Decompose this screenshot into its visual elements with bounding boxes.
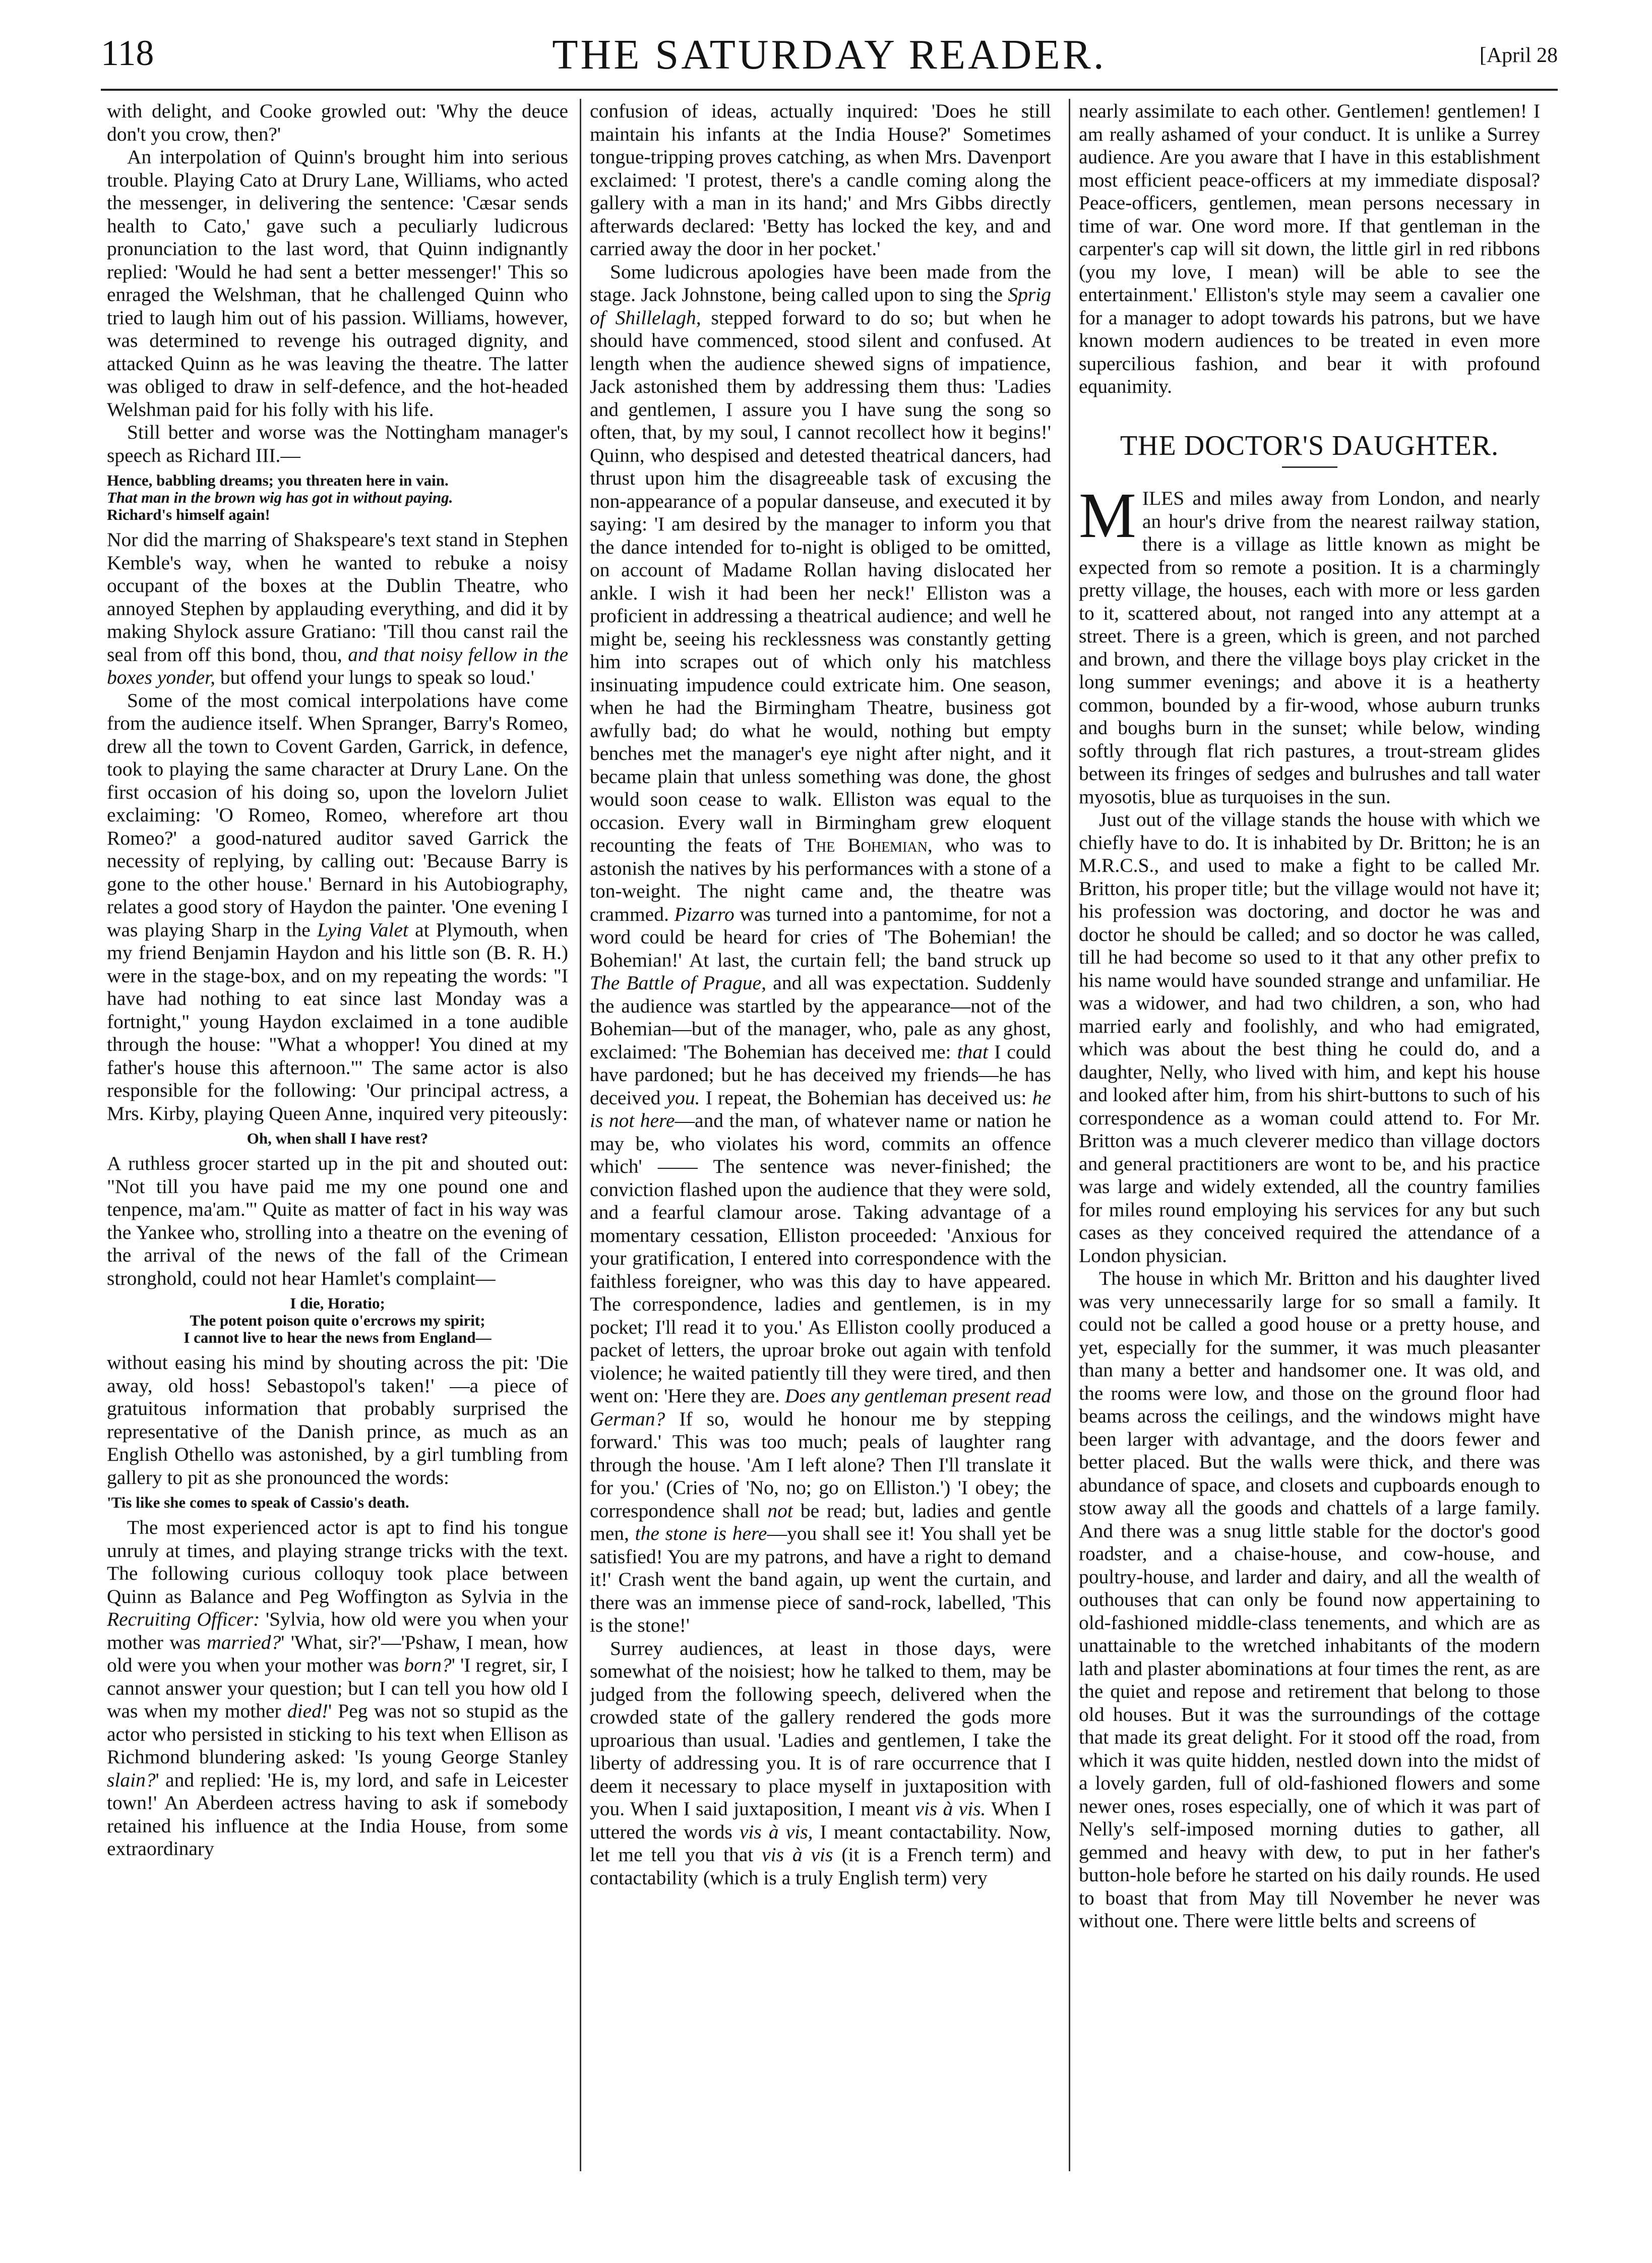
text-run: (it is a French term) and contactability (which is a truly English term) very [590, 1843, 1051, 1889]
page-number: 118 [101, 33, 154, 73]
italic-run: Sprig of Shillelagh, [590, 283, 1051, 329]
title-rule [1282, 466, 1337, 468]
column-1 [107, 100, 568, 2167]
paragraph: The house in which Mr. Britton and his daughter lived was very unnecessarily large for so small a family. It could not be called a good house or a pretty house, and yet, especially for the summer, it was much pleasanter than many a better and handsomer one. It was old, and the rooms were low, and those on the ground floor had beams across the ceilings, and the windows might have been larger with advantage, and the doors fewer and better placed. But the walls were thick, and there was abundance of space, and closets and cupboards enough to stow away all the goods and chattels of a large family. And there was a snug little stable for the doctor's good roadster, and a chaise-house, and cow-house, and poultry-house, and larder and dairy, and all the wealth of outhouses that can only be found now appertaining to old-fashioned middle-class tenements, and which are as unattainable to the wretched inhabitants of the modern lath and plaster abominations at four times the rent, as are the quiet and repose and retirement that belong to those old houses. But it was the surroundings of the cottage that made its great delight. For it stood off the road, from which it was quite hidden, nestled down into the midst of a lovely garden, full of old-fashioned flowers and some newer ones, roses especially, one of which it was part of Nelly's self-imposed morning duties to gather, all gemmed and heavy with dew, to put in her father's button-hole before he started on his daily rounds. He used to boast that from May till November he never was without one. There were little belts and screens of [1079, 1267, 1540, 1932]
text-run: I repeat, the Bohemian has deceived us: [705, 1086, 1027, 1109]
text-run: who was to astonish the natives by his performances with a stone of a ton-weight. The night came and, the theatre was crammed. [590, 834, 1051, 925]
verse-line: I cannot live to hear the news from England— [183, 1329, 492, 1346]
issue-date: [April 28 [1479, 44, 1558, 67]
text-run: When I uttered the words [590, 1798, 1051, 1843]
verse-quote [107, 1130, 568, 1147]
text-run: —you shall see it! You shall yet be satisfied! You are my patrons, and have a right to demand it!' Crash went the band again, up went the curtain, and there was an immense piece of sand-rock, labelled, 'This is the stone!' [590, 1522, 1051, 1636]
italic-run: Lying Valet [317, 918, 408, 941]
paragraph: confusion of ideas, actually inquired: 'Does he still maintain his infants at the India House?' Sometimes tongue-tripping proves catching, as when Mrs. Davenport exclaimed: 'I protest, there's a candle coming along the gallery with a man in its hand;' and Mrs Gibbs directly afterwards declared: 'Betty has locked the key, and and carried away the door in her pocket.' [590, 100, 1051, 260]
verse-line: I die, Horatio; [290, 1294, 385, 1312]
paragraph: Still better and worse was the Nottingham manager's speech as Richard III.— [107, 421, 568, 466]
paragraph [107, 689, 568, 1125]
text-run: ' 'What, sir?'—'Pshaw, I mean, how old were you when your mother was [107, 1631, 568, 1676]
verse-quote [107, 1295, 568, 1346]
paragraph: nearly assimilate to each other. Gentlemen! gentlemen! I am really ashamed of your conduct. It is unlike a Surrey audience. Are you aware that I have in this establishment most efficient peace-officers at my immediate disposal? Peace-officers, gentlemen, mean persons necessary in time of war. One word more. If that gentleman in the carpenter's cap will sit down, the little girl in red ribbons (you my love, I mean) will be able to see the entertainment.' Elliston's style may seem a cavalier one for a manager to adopt towards his patrons, but we have known modern audiences to be treated in even more supercilious fashion, and bear it with profound equanimity. [1079, 100, 1540, 397]
text-run: Nor did the marring of Shakspeare's text stand in Stephen Kemble's way, when he wanted to rebuke a noisy occupant of the boxes at the Dublin Theatre, who annoyed Stephen by applauding everything, and did it by making Shylock assure Gratiano: 'Till thou canst rail the seal from off this bond, thou, [107, 528, 568, 666]
drop-cap: M [1079, 480, 1136, 551]
italic-run: The Battle of Prague, [590, 972, 767, 994]
italic-run: you. [666, 1086, 700, 1109]
paragraph [107, 1516, 568, 1861]
text-run: Some of the most comical interpolations have come from the audience itself. When Spranger, Barry's Romeo, drew all the town to Covent Garden, Garrick, in defence, took to playing the same character at Drury Lane. On the first occasion of his doing so, upon the lovelorn Juliet exclaiming: 'O Romeo, Romeo, wherefore art thou Romeo?' a good-natured auditor saved Garrick the necessity of replying, by calling out: 'Because Barry is gone to the other house.' Bernard in his Autobiography, relates a good story of Haydon the painter. 'One evening I was playing Sharp in the [107, 689, 568, 941]
column-rule-2 [1069, 99, 1070, 2171]
italic-run: died! [287, 1700, 329, 1722]
verse-line: Hence, babbling dreams; you threaten here in vain. [107, 471, 449, 489]
story-title: THE DOCTOR'S DAUGHTER. [1120, 430, 1499, 461]
text-run: 'Sylvia, how old were you when your mother was [107, 1608, 568, 1653]
small-caps-run: The Bohemian, [804, 834, 933, 856]
italic-run: the stone is here [635, 1522, 767, 1544]
paragraph [1079, 480, 1540, 808]
text-run: was turned into a pantomime, for not a word could be heard for cries of 'The Bohemian! the Bohemian!' At last, the curtain fell; the band struck up [590, 903, 1051, 971]
paragraph: An interpolation of Quinn's brought him into serious trouble. Playing Cato at Drury Lane, Williams, who acted the messenger, in delivering the sentence: 'Cæsar sends health to Cato,' gave such a peculiarly ludicrous pronunciation to the last word, that Quinn indignantly replied: 'Would he had sent a better messenger!' This so enraged the Welshman, that he challenged Quinn who tried to laugh him out of his passion. Williams, however, was determined to revenge his outraged dignity, and attacked Quinn as he was leaving the theatre. The latter was obliged to draw in self-defence, and the hot-headed Welshman paid for his folly with his life. [107, 146, 568, 421]
italic-run: that [957, 1040, 989, 1063]
paragraph: without easing his mind by shouting across the pit: 'Die away, old hoss! Sebastopol's taken!' —a piece of gratuitous information that probably surprised the representative of the Danish prince, as much as an English Othello was astonished, by a girl tumbling from gallery to pit as she pronounced the words: [107, 1351, 568, 1488]
text-run: be read; but, ladies and gentle men, [590, 1499, 1051, 1544]
text-run: Some ludicrous apologies have been made from the stage. Jack Johnstone, being called upon to sing the [590, 260, 1051, 306]
paragraph: A ruthless grocer started up in the pit and shouted out: "Not till you have paid me my one pound one and tenpence, ma'am."' Quite as matter of fact in his way was the Yankee who, strolling into a theatre on the evening of the arrival of the news of the fall of the Crimean stronghold, could not hear Hamlet's complaint— [107, 1152, 568, 1289]
masthead: THE SATURDAY READER. [552, 31, 1107, 78]
paragraph [590, 1637, 1051, 1890]
column-rule-1 [580, 99, 581, 2171]
text-run: If so, would he honour me by stepping forward.' This was too much; peals of laughter rang through the house. 'Am I left alone? Then I'll translate it for you.' (Cries of 'No, no; go on Elliston.') 'I obey; the correspondence shall [590, 1407, 1051, 1522]
verse-quote [107, 1494, 568, 1511]
italic-run: vis à vis, [739, 1820, 813, 1843]
verse-line: That man in the brown wig has got in without paying. [107, 489, 453, 506]
text-run: —and the man, of whatever name or nation he may be, who violates his word, commits an offence which' —— The sentence was never-finished; the conviction flashed upon the audience that they were sold, and a fearful clamour arose. Taking advantage of a momentary cessation, Elliston proceeded: 'Anxious for your gratification, I entered into correspondence with the faithless foreigner, who was this day to have appeared. The correspondence, ladies and gentlemen, is in my pocket; I'll read it to you.' As Elliston coolly produced a packet of letters, the uproar broke out again with tenfold violence; he waited patiently till they were tired, and then went on: 'Here they are. [590, 1109, 1051, 1407]
column-2 [590, 100, 1051, 2167]
italic-run: and that noisy fellow in the boxes yonder, [107, 643, 568, 688]
verse-quote [107, 472, 568, 523]
italic-run: Does any gentleman present read German? [590, 1385, 1051, 1430]
column-3 [1079, 100, 1540, 2167]
italic-run: born? [404, 1654, 452, 1676]
verse-line: Oh, when shall I have rest? [247, 1129, 429, 1147]
text-run: ILES and miles away from London, and nearly an hour's drive from the nearest railway station, there is a village as little known as might be expected from so remote a position. It is a charmingly pretty village, the houses, each with more or less garden to it, scattered about, not ranged into any attempt at a street. There is a green, which is green, and not parched and brown, and there the village boys play cricket in the long summer evenings; and above it is a heatherty common, bounded by a fir-wood, whose auburn trunks and boughs burn in the sunset; while below, winding softly through flat rich pastures, a trout-stream glides between its fringes of sedges and bulrushes and tall water myosotis, blue as turquoises in the sun. [1079, 487, 1540, 808]
text-run: I meant contactability. Now, let me tell you that [590, 1820, 1051, 1866]
text-run: ' Peg was not so stupid as the actor who persisted in sticking to his text when Ellison as Richmond blundering asked: 'Is young George Stanley [107, 1700, 568, 1768]
verse-line: 'Tis like she comes to speak of Cassio's death. [107, 1494, 409, 1511]
paragraph [590, 261, 1051, 1637]
text-run: at Plymouth, when my friend Benjamin Haydon and his little son (B. R. H.) were in the stage-box, and on my repeating the words: "I have had nothing to eat since last Monday was a fortnight," young Haydon exclaimed in a tone audible through the house: "What a whopper! You dined at my father's house this afternoon."' The same actor is also responsible for the following: 'Our principal actress, a Mrs. Kirby, playing Queen Anne, inquired very piteously: [107, 918, 568, 1124]
paragraph [107, 528, 568, 689]
verse-line: Richard's himself again! [107, 506, 270, 523]
text-run: ' 'I regret, sir, I cannot answer your question; but I can tell you how old I was when my mother [107, 1654, 568, 1722]
italic-run: vis à vis [762, 1843, 833, 1866]
paragraph: with delight, and Cooke growled out: 'Why the deuce don't you crow, then?' [107, 100, 568, 145]
text-run: but offend your lungs to speak so loud.' [220, 666, 534, 688]
italic-run: Recruiting Officer: [107, 1608, 260, 1630]
italic-run: not [767, 1499, 793, 1522]
italic-run: he is not here [590, 1086, 1051, 1132]
text-run: and all was expectation. Suddenly the audience was startled by the appearance—not of the Bohemian—but of the manager, who, pale as any ghost, exclaimed: 'The Bohemian has deceived me: [590, 972, 1051, 1063]
italic-run: vis à vis. [915, 1798, 986, 1820]
text-run: ' and replied: 'He is, my lord, and safe in Leicester town!' An Aberdeen actress having to ask if somebody retained his influence at the India House, from some extraordinary [107, 1768, 568, 1860]
text-run: I could have pardoned; but he has deceived my friends—he has deceived [590, 1040, 1051, 1109]
verse-line: The potent poison quite o'ercrows my spirit; [190, 1312, 485, 1329]
header-rule [101, 89, 1558, 91]
page-header [101, 23, 1558, 84]
text-run: Surrey audiences, at least in those days, were somewhat of the noisiest; how he talked to them, may be judged from the following speech, delivered when the crowded state of the gallery rendered the gods more uproarious than usual. 'Ladies and gentlemen, I take the liberty of addressing you. It is of rare occurrence that I deem it necessary to place myself in juxtaposition with you. When I said juxtaposition, I meant [590, 1637, 1051, 1820]
italic-run: married? [207, 1631, 281, 1653]
text-run: The most experienced actor is apt to find his tongue unruly at times, and playing strange tricks with the text. The following curious colloquy took place between Quinn as Balance and Peg Woffington as Sylvia in the [107, 1516, 568, 1607]
italic-run: Pizarro [674, 903, 735, 925]
italic-run: slain? [107, 1768, 156, 1791]
text-run: stepped forward to do so; but when he should have commenced, stood silent and confused. At length when the audience shewed signs of impatience, Jack astonished them by addressing them thus: 'Ladies and gentlemen, I assure you I have sung the song so often, that, by my soul, I cannot recollect how it begins!' Quinn, who despised and detested theatrical dancers, had thrust upon him the disagreeable task of excusing the non-appearance of a popular danseuse, and executed it by saying: 'I am desired by the manager to inform you that the dance intended for to-night is obliged to be omitted, on account of Madame Rollan having dislocated her ankle. I wish it had been her neck!' Elliston was a proficient in addressing a theatrical audience; and well he might be, seeing his recklessness was constantly getting him into scrapes out of which only his matchless insinuating impudence could extricate him. One season, when he had the Birmingham Theatre, business got awfully bad; do what he would, nothing but empty benches met the manager's eye night after night, and it became plain that unless something was done, the ghost would soon cease to walk. Elliston was equal to the occasion. Every wall in Birmingham grew eloquent recounting the feats of [590, 306, 1051, 856]
paragraph: Just out of the village stands the house with which we chiefly have to do. It is inhabited by Dr. Britton; he is an M.R.C.S., and used to make a fight to be called Mr. Britton, his proper title; but the village would not have it; his profession was doctoring, and doctor he was and doctor he should be called; and so doctor he was called, till he had become so used to it that any other prefix to his name would have sounded strange and unfamiliar. He was a widower, and had two children, a son, who had married early and foolishly, and who had emigrated, which was about the best thing he could do, and a daughter, Nelly, who lived with him, and kept his house and looked after him, from his shirt-buttons to such of his correspondence as a woman could attend to. For Mr. Britton was a much cleverer medico than village doctors and general practitioners are wont to be, and his practice was large and widely extended, all the country families for miles round employing his services for any but such cases as they conceived required the attendance of a London physician. [1079, 808, 1540, 1267]
